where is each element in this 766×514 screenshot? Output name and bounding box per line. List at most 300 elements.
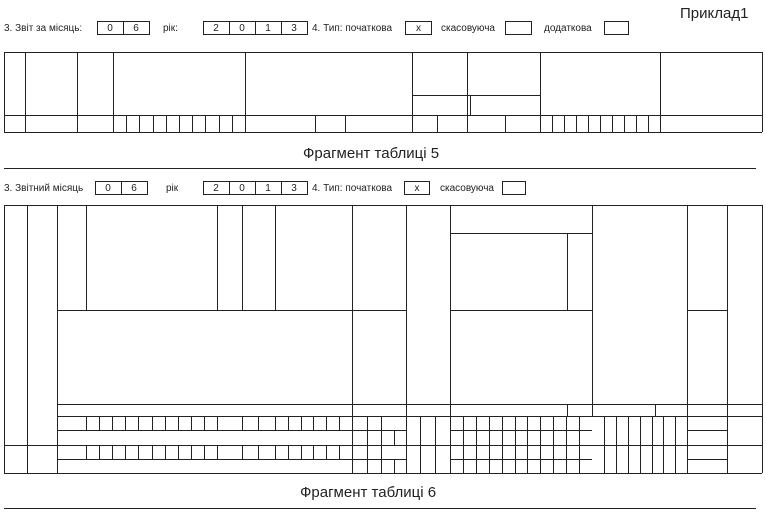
row-citizen[interactable]	[27, 445, 57, 474]
card-digit[interactable]	[165, 416, 178, 430]
grid-line	[121, 181, 122, 195]
grid-line	[675, 445, 676, 474]
total-digit[interactable]	[540, 430, 553, 444]
total-digit[interactable]	[527, 416, 540, 430]
card-digit[interactable]	[204, 445, 217, 459]
grid-line	[652, 445, 653, 474]
grid-line	[437, 115, 438, 132]
grid-line	[57, 430, 352, 431]
card-digit[interactable]	[178, 445, 191, 459]
grid-line	[687, 404, 688, 416]
contribution-digit[interactable]	[640, 416, 652, 445]
total-digit[interactable]	[553, 459, 566, 473]
grid-line	[275, 205, 276, 310]
year-6-digit[interactable]: 3	[291, 182, 297, 194]
contribution-digit[interactable]	[675, 445, 687, 474]
card-digit[interactable]	[99, 416, 112, 430]
header-c20	[687, 310, 727, 404]
period-digit[interactable]	[326, 445, 339, 459]
row-end-digit[interactable]	[470, 115, 505, 132]
total-digit[interactable]	[566, 416, 579, 430]
special-flag[interactable]	[687, 459, 727, 473]
type-initial-checkbox-2[interactable]	[404, 181, 430, 195]
grid-line	[281, 181, 282, 195]
grid-line	[192, 115, 193, 132]
total-digit[interactable]	[579, 445, 592, 459]
card-digit[interactable]	[152, 416, 165, 430]
header-c10_start	[412, 95, 470, 115]
total-digit[interactable]	[579, 430, 592, 444]
type-initial-mark-2: x	[414, 182, 420, 194]
table-5-caption: Фрагмент таблиці 5	[303, 145, 440, 162]
total-digit[interactable]	[527, 459, 540, 473]
grid-line	[394, 430, 395, 444]
sick-days-digit	[352, 445, 360, 459]
employ-days[interactable]	[406, 445, 420, 474]
grid-line	[245, 52, 246, 132]
row-gender[interactable]	[57, 445, 86, 459]
year-digit[interactable]: 1	[265, 22, 271, 34]
type-cancel-label: скасовуюча	[441, 23, 495, 34]
row-name[interactable]	[315, 115, 345, 132]
unpaid-days[interactable]	[394, 430, 406, 444]
grid-line	[152, 445, 153, 459]
grid-line	[640, 445, 641, 474]
header-c8	[86, 205, 217, 310]
total-digit[interactable]	[515, 459, 528, 473]
card-digit[interactable]	[232, 115, 245, 132]
grid-line	[640, 416, 641, 445]
row-end-digit[interactable]	[505, 115, 540, 132]
grid-line	[489, 416, 490, 445]
grid-line	[687, 416, 688, 445]
new-place-flag[interactable]	[727, 445, 762, 474]
row-gender[interactable]	[57, 416, 86, 430]
grid-line	[326, 416, 327, 430]
grid-line	[275, 445, 276, 459]
category-code[interactable]	[217, 445, 242, 459]
period-digit[interactable]	[275, 445, 288, 459]
header-c7	[57, 205, 86, 310]
unpaid-days[interactable]	[394, 459, 406, 473]
grid-line	[489, 445, 490, 474]
grid-line	[86, 445, 87, 459]
grid-line	[4, 115, 762, 116]
workbook-flag[interactable]	[687, 416, 727, 430]
grid-line	[352, 404, 353, 416]
grid-line	[4, 132, 762, 133]
grid-line	[412, 95, 540, 96]
report-month-label: 3. Звіт за місяць:	[4, 23, 83, 34]
grid-line	[86, 416, 87, 430]
grid-line	[564, 115, 565, 132]
grid-line	[567, 233, 568, 310]
contribution-digit[interactable]	[652, 416, 664, 445]
card-digit[interactable]	[166, 115, 179, 132]
special-flag[interactable]	[687, 430, 727, 444]
card-digit[interactable]	[178, 416, 191, 430]
grid-line	[352, 416, 353, 445]
grid-line	[450, 205, 451, 404]
grid-line	[288, 445, 289, 459]
header-c5	[4, 52, 25, 115]
period-digit[interactable]	[288, 445, 301, 459]
grid-line	[313, 445, 314, 459]
header-c6	[27, 205, 57, 415]
grid-line	[345, 115, 346, 132]
period-digit[interactable]	[313, 416, 326, 430]
grid-line	[540, 416, 541, 445]
grid-line	[275, 445, 276, 459]
card-digit[interactable]	[86, 445, 99, 459]
period-digit[interactable]	[301, 445, 314, 459]
grid-line	[125, 416, 126, 430]
grid-line	[406, 416, 407, 445]
grid-line	[648, 115, 649, 132]
header-c12	[660, 52, 762, 115]
header-c15	[406, 205, 450, 404]
grid-line	[301, 445, 302, 459]
year-6-digit[interactable]: 2	[213, 182, 219, 194]
type-additional-checkbox[interactable]	[604, 21, 629, 35]
row-category[interactable]	[77, 115, 113, 132]
grid-line	[288, 416, 289, 430]
grid-line	[450, 416, 451, 445]
month-6-digit[interactable]: 6	[131, 182, 137, 194]
grid-line	[57, 416, 762, 417]
grid-line	[527, 445, 528, 474]
grid-line	[204, 445, 205, 459]
grid-line	[579, 416, 580, 445]
table-6-caption: Фрагмент таблиці 6	[300, 484, 437, 501]
grid-line	[191, 416, 192, 430]
grid-line	[57, 445, 58, 474]
type-cancel-checkbox-2[interactable]	[502, 181, 526, 195]
contribution-digit[interactable]	[675, 416, 687, 445]
grid-line	[153, 115, 154, 132]
type-cancel-checkbox[interactable]	[505, 21, 532, 35]
month-digit[interactable]: 0	[107, 22, 113, 34]
card-digit[interactable]	[113, 115, 126, 132]
grid-line	[604, 416, 605, 445]
grid-line	[406, 205, 407, 404]
grid-line	[57, 205, 58, 416]
grid-line	[217, 445, 218, 459]
total-digit[interactable]	[527, 430, 540, 444]
contribution-digit[interactable]	[652, 445, 664, 474]
card-digit[interactable]	[191, 416, 204, 430]
year-digit[interactable]: 0	[239, 22, 245, 34]
employ-days[interactable]	[406, 416, 420, 445]
grid-line	[406, 404, 407, 416]
grid-line	[652, 416, 653, 445]
grid-line	[352, 310, 406, 311]
grid-line	[553, 445, 554, 474]
total-digit[interactable]	[566, 430, 579, 444]
grid-line	[313, 416, 314, 430]
grid-line	[4, 205, 762, 206]
card-digit[interactable]	[219, 115, 232, 132]
grid-line	[412, 52, 413, 132]
grid-line	[4, 473, 762, 474]
grid-line	[138, 416, 139, 430]
grid-line	[628, 416, 629, 445]
grid-line	[229, 181, 230, 195]
grid-line	[476, 416, 477, 445]
divider-bottom	[4, 508, 756, 509]
total-digit[interactable]	[553, 445, 566, 459]
header-c8	[113, 52, 245, 115]
grid-line	[125, 445, 126, 459]
grid-line	[27, 205, 28, 473]
total-digit[interactable]	[527, 445, 540, 459]
grid-line	[687, 205, 688, 404]
grid-line	[217, 416, 218, 430]
card-digit[interactable]	[86, 416, 99, 430]
accrual-code[interactable]	[242, 416, 258, 430]
grid-line	[566, 416, 567, 445]
header-c12	[57, 310, 352, 404]
grid-line	[25, 52, 26, 132]
grid-line	[502, 445, 503, 474]
grid-line	[592, 205, 593, 404]
card-digit[interactable]	[205, 115, 218, 132]
grid-line	[687, 430, 727, 431]
grid-line	[527, 416, 528, 445]
grid-line	[242, 205, 243, 310]
grid-line	[727, 445, 728, 474]
grid-line	[57, 310, 352, 311]
type-initial-checkbox[interactable]	[405, 21, 432, 35]
grid-line	[450, 445, 451, 474]
row-basis[interactable]	[660, 115, 762, 132]
year-digit[interactable]: 2	[213, 22, 219, 34]
grid-line	[352, 445, 353, 474]
month-6-digit[interactable]: 0	[105, 182, 111, 194]
divider	[4, 168, 756, 169]
contribution-digit[interactable]	[640, 445, 652, 474]
grid-line	[394, 459, 395, 473]
grid-line	[255, 181, 256, 195]
grid-line	[179, 115, 180, 132]
row-num[interactable]	[4, 445, 27, 474]
grid-line	[663, 416, 664, 445]
header-c13	[352, 205, 406, 310]
grid-line	[219, 115, 220, 132]
grid-line	[352, 459, 406, 460]
row-patronymic[interactable]	[345, 115, 412, 132]
year-6-digit[interactable]: 1	[265, 182, 271, 194]
header-c10	[242, 205, 275, 310]
card-digit[interactable]	[125, 445, 138, 459]
card-digit[interactable]	[152, 445, 165, 459]
card-digit[interactable]	[112, 416, 125, 430]
grid-line	[612, 115, 613, 132]
header-c16-kop	[567, 233, 592, 310]
grid-line	[112, 416, 113, 430]
grid-line	[450, 430, 592, 431]
row-citizen[interactable]	[25, 115, 77, 132]
grid-line	[352, 430, 406, 431]
grid-line	[450, 404, 451, 416]
row-num[interactable]	[4, 416, 27, 445]
period-digit[interactable]	[301, 416, 314, 430]
year-6-digit[interactable]: 0	[239, 182, 245, 194]
card-digit[interactable]	[112, 445, 125, 459]
grid-line	[166, 115, 167, 132]
month-digit[interactable]: 6	[133, 22, 139, 34]
card-digit[interactable]	[153, 115, 166, 132]
card-digit[interactable]	[165, 445, 178, 459]
row-surname[interactable]	[245, 115, 315, 132]
grid-line	[126, 115, 127, 132]
workbook-flag[interactable]	[687, 445, 727, 459]
card-digit[interactable]	[204, 416, 217, 430]
grid-line	[258, 416, 259, 430]
header-c11	[275, 205, 352, 310]
grid-line	[258, 445, 259, 459]
grid-line	[450, 310, 592, 311]
row-citizen[interactable]	[27, 416, 57, 445]
total-digit[interactable]	[540, 459, 553, 473]
grid-line	[205, 115, 206, 132]
grid-line	[515, 416, 516, 445]
contribution-digit[interactable]	[663, 445, 675, 474]
total-digit[interactable]	[579, 459, 592, 473]
grid-line	[113, 52, 114, 132]
grid-line	[4, 52, 5, 132]
grid-line	[112, 445, 113, 459]
grid-line	[502, 416, 503, 445]
period-digit[interactable]	[339, 445, 352, 459]
card-digit[interactable]	[125, 416, 138, 430]
row-num[interactable]	[4, 115, 25, 132]
accrual-code[interactable]	[242, 445, 258, 459]
grid-line	[579, 445, 580, 474]
subheader-kop	[567, 404, 592, 416]
grid-line	[476, 445, 477, 474]
period-digit[interactable]	[313, 445, 326, 459]
grid-line	[727, 404, 728, 416]
grid-line	[204, 416, 205, 430]
year-digit[interactable]: 3	[291, 22, 297, 34]
card-digit[interactable]	[139, 115, 152, 132]
grid-line	[576, 115, 577, 132]
grid-line	[727, 205, 728, 404]
grid-line	[352, 205, 353, 310]
grid-line	[616, 416, 617, 445]
grid-line	[588, 115, 589, 132]
grid-line	[275, 416, 276, 430]
grid-line	[339, 445, 340, 459]
card-digit[interactable]	[126, 115, 139, 132]
subheader-uah	[450, 404, 567, 416]
grid-line	[99, 445, 100, 459]
header-c14	[352, 310, 406, 404]
grid-line	[435, 445, 436, 474]
grid-line	[326, 445, 327, 459]
new-place-flag[interactable]	[727, 416, 762, 445]
category-code[interactable]	[217, 416, 242, 430]
grid-line	[301, 416, 302, 430]
grid-line	[450, 459, 592, 460]
grid-line	[315, 115, 316, 132]
grid-line	[663, 445, 664, 474]
grid-line	[540, 445, 541, 474]
period-digit[interactable]	[275, 416, 288, 430]
card-digit[interactable]	[191, 445, 204, 459]
grid-line	[217, 205, 218, 310]
header-c16	[450, 205, 592, 233]
total-digit[interactable]	[515, 445, 528, 459]
period-digit[interactable]	[288, 416, 301, 430]
grid-line	[552, 115, 553, 132]
grid-line	[229, 21, 230, 35]
row-fio[interactable]	[59, 459, 349, 473]
sick-days-digit	[352, 416, 360, 430]
header-c10	[412, 52, 540, 95]
grid-line	[420, 445, 421, 474]
period-digit[interactable]	[326, 416, 339, 430]
grid-line	[138, 445, 139, 459]
total-digit[interactable]	[566, 459, 579, 473]
grid-line	[381, 445, 382, 474]
grid-line	[660, 52, 661, 132]
year-label: рік:	[163, 23, 178, 34]
card-digit[interactable]	[138, 416, 151, 430]
accrual-code[interactable]	[258, 445, 275, 459]
accrual-code[interactable]	[258, 416, 275, 430]
grid-line	[165, 445, 166, 459]
grid-line	[616, 445, 617, 474]
grid-line	[339, 416, 340, 430]
card-digit[interactable]	[192, 115, 205, 132]
grid-line	[655, 404, 656, 416]
total-digit[interactable]	[579, 416, 592, 430]
total-digit[interactable]	[566, 445, 579, 459]
grid-line	[553, 416, 554, 445]
header-c19	[687, 205, 727, 310]
year-label-2: рік	[166, 183, 179, 194]
total-digit[interactable]	[540, 416, 553, 430]
total-digit[interactable]	[553, 416, 566, 430]
grid-line	[152, 416, 153, 430]
total-digit[interactable]	[540, 445, 553, 459]
grid-line	[435, 416, 436, 445]
header-c6	[25, 52, 77, 115]
type-label: 4. Тип: початкова	[312, 23, 393, 34]
grid-line	[165, 416, 166, 430]
contribution-digit[interactable]	[663, 416, 675, 445]
type-cancel-label-2: скасовуюча	[440, 183, 494, 194]
grid-line	[628, 445, 629, 474]
grid-line	[178, 416, 179, 430]
card-digit[interactable]	[138, 445, 151, 459]
grid-line	[727, 416, 728, 445]
total-digit[interactable]	[553, 430, 566, 444]
card-digit[interactable]	[99, 445, 112, 459]
grid-line	[450, 233, 592, 234]
header-c18	[592, 205, 687, 404]
row-fio[interactable]	[59, 430, 349, 444]
subheader-uah-18	[592, 404, 655, 416]
grid-line	[4, 52, 762, 53]
period-digit[interactable]	[339, 416, 352, 430]
grid-line	[604, 445, 605, 474]
header-c11	[540, 52, 660, 115]
card-digit[interactable]	[179, 115, 192, 132]
header-c16-uah	[450, 233, 567, 310]
